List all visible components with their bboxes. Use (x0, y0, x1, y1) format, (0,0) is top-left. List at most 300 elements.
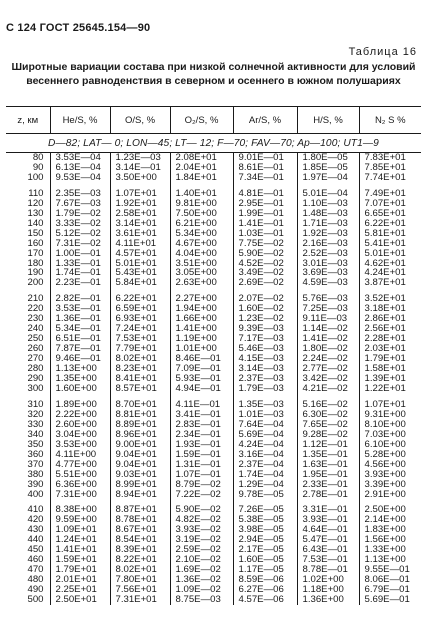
table-number: Таблица 16 (348, 46, 417, 58)
table-row (6, 239, 421, 249)
table-row (6, 394, 421, 410)
cell-n2: 2.03E+01 (359, 344, 421, 354)
table-row (6, 450, 421, 460)
cell-n2: 7.83E+01 (359, 153, 421, 163)
cell-ar: 4.57E—06 (233, 595, 297, 605)
cell-he: 1.36E—01 (50, 314, 110, 324)
cell-o2: 1.19E+00 (170, 334, 233, 344)
cell-h: 2.77E—02 (297, 364, 359, 374)
cell-o: 9.04E+01 (110, 460, 170, 470)
cell-altitude: 350 (27, 439, 44, 450)
cell-n2: 7.49E+01 (359, 183, 421, 199)
cell-n2: 5.81E+01 (359, 229, 421, 239)
cell-o: 8.22E+01 (110, 555, 170, 565)
cell-o2: 3.93E—02 (170, 525, 233, 535)
cell-o2: 3.05E+00 (170, 268, 233, 278)
cell-n2: 8.10E+00 (359, 420, 421, 430)
cell-o2: 4.67E+00 (170, 239, 233, 249)
cell-h: 6.30E—02 (297, 410, 359, 420)
cell-n2: 1.39E+01 (359, 374, 421, 384)
cell-n2: 1.58E+01 (359, 364, 421, 374)
cell-ar: 1.03E—01 (233, 229, 297, 239)
cell-o: 5.01E+01 (110, 259, 170, 269)
cell-o2: 1.07E—01 (170, 470, 233, 480)
cell-ar: 4.24E—04 (233, 440, 297, 450)
cell-altitude: 240 (27, 324, 44, 335)
cell-altitude: 310 (27, 398, 44, 410)
cell-altitude: 80 (32, 152, 44, 163)
cell-ar: 2.69E—02 (233, 278, 297, 288)
table-row (6, 565, 421, 575)
cell-he: 4.77E+00 (50, 460, 110, 470)
cell-o2: 4.11E—01 (170, 394, 233, 410)
cell-h: 1.92E—03 (297, 229, 359, 239)
cell-h: 1.48E—03 (297, 209, 359, 219)
cell-o2: 2.34E—01 (170, 430, 233, 440)
cell-h: 1.36E+00 (297, 595, 359, 605)
cell-n2: 1.56E+00 (359, 535, 421, 545)
cell-altitude: 210 (27, 293, 44, 305)
table-row (6, 199, 421, 209)
cell-h: 2.16E—03 (297, 239, 359, 249)
cell-n2: 9.31E+00 (359, 410, 421, 420)
cell-ar: 7.75E—02 (233, 239, 297, 249)
cell-altitude: 170 (27, 248, 44, 259)
cell-n2: 2.14E+00 (359, 515, 421, 525)
cell-ar: 2.95E—01 (233, 199, 297, 209)
cell-he: 2.60E+00 (50, 420, 110, 430)
cell-o: 8.70E+01 (110, 394, 170, 410)
cell-he: 7.67E—03 (50, 199, 110, 209)
cell-o: 7.79E+01 (110, 344, 170, 354)
cell-n2: 7.03E+00 (359, 430, 421, 440)
column-header-ar: Ar/S, % (233, 107, 297, 134)
table-header-row (6, 107, 421, 134)
cell-ar: 8.59E—06 (233, 575, 297, 585)
cell-altitude: 260 (27, 344, 44, 355)
cell-h: 9.11E—03 (297, 314, 359, 324)
table-row (6, 229, 421, 239)
cell-h: 5.01E—04 (297, 183, 359, 199)
cell-ar: 7.26E—05 (233, 499, 297, 515)
table-row (6, 344, 421, 354)
page-header: С 124 ГОСТ 25645.154—90 (6, 22, 151, 34)
cell-o: 3.14E—01 (110, 163, 170, 173)
cell-ar: 6.27E—06 (233, 585, 297, 595)
cell-o: 8.87E+01 (110, 499, 170, 515)
cell-o2: 5.90E—02 (170, 499, 233, 515)
cell-altitude: 390 (27, 479, 44, 490)
table-row (6, 163, 421, 173)
cell-o2: 1.40E+01 (170, 183, 233, 199)
cell-altitude: 450 (27, 545, 44, 556)
cell-h: 5.76E—03 (297, 288, 359, 304)
cell-ar: 7.64E—04 (233, 420, 297, 430)
cell-altitude: 120 (27, 198, 44, 209)
cell-he: 7.31E—02 (50, 239, 110, 249)
cell-o: 8.02E+01 (110, 354, 170, 364)
cell-altitude: 460 (27, 555, 44, 566)
cell-ar: 9.39E—03 (233, 324, 297, 334)
column-header-o: O/S, % (110, 107, 170, 134)
cell-o2: 2.08E+01 (170, 153, 233, 163)
cell-o2: 5.34E+00 (170, 229, 233, 239)
table-row (6, 575, 421, 585)
cell-altitude: 200 (27, 278, 44, 289)
cell-h: 3.01E—03 (297, 259, 359, 269)
table-caption: Широтные вариации состава при низкой солнечной активности для условий весеннего равноденствия в северном и осеннего в южном полушариях (11, 61, 416, 87)
table-row (6, 470, 421, 480)
table-row (6, 288, 421, 304)
cell-altitude: 430 (27, 525, 44, 536)
cell-ar: 1.29E—04 (233, 480, 297, 490)
cell-n2: 5.01E+01 (359, 249, 421, 259)
table-row (6, 525, 421, 535)
cell-h: 7.53E—01 (297, 555, 359, 565)
cell-he: 1.00E—01 (50, 249, 110, 259)
cell-ar: 7.34E—01 (233, 173, 297, 183)
cell-o: 6.59E+01 (110, 304, 170, 314)
cell-altitude: 290 (27, 374, 44, 384)
cell-o: 8.02E+01 (110, 565, 170, 575)
cell-o2: 2.10E—02 (170, 555, 233, 565)
cell-he: 7.87E—01 (50, 344, 110, 354)
cell-ar: 2.37E—03 (233, 374, 297, 384)
cell-n2: 5.41E+01 (359, 239, 421, 249)
composition-table (6, 106, 421, 605)
cell-altitude: 130 (27, 208, 44, 219)
cell-o: 8.57E+01 (110, 384, 170, 394)
cell-o2: 2.63E+00 (170, 278, 233, 288)
cell-he: 2.50E+01 (50, 595, 110, 605)
cell-o: 3.50E+00 (110, 173, 170, 183)
cell-o2: 5.93E—01 (170, 374, 233, 384)
cell-ar: 2.07E—02 (233, 288, 297, 304)
cell-ar: 7.17E—03 (233, 334, 297, 344)
cell-h: 9.28E—02 (297, 430, 359, 440)
cell-altitude: 280 (27, 364, 44, 375)
table-row (6, 420, 421, 430)
table-body (6, 153, 421, 605)
cell-o2: 6.21E+00 (170, 219, 233, 229)
column-header-altitude: z, км (6, 107, 50, 134)
cell-he: 1.79E—02 (50, 209, 110, 219)
cell-he: 1.24E+01 (50, 535, 110, 545)
cell-h: 5.16E—02 (297, 394, 359, 410)
cell-n2: 3.39E+00 (359, 480, 421, 490)
cell-o: 4.57E+01 (110, 249, 170, 259)
cell-h: 5.47E—01 (297, 535, 359, 545)
cell-o: 8.78E+01 (110, 515, 170, 525)
table-row (6, 480, 421, 490)
cell-ar: 9.78E—05 (233, 490, 297, 500)
cell-h: 1.63E—01 (297, 460, 359, 470)
column-header-o2: O₂/S, % (170, 107, 233, 134)
cell-o2: 1.93E—01 (170, 440, 233, 450)
cell-he: 2.82E—01 (50, 288, 110, 304)
cell-he: 3.33E—02 (50, 219, 110, 229)
cell-o2: 3.19E—02 (170, 535, 233, 545)
cell-h: 1.35E—01 (297, 450, 359, 460)
cell-h: 8.78E—01 (297, 565, 359, 575)
cell-o: 5.84E+01 (110, 278, 170, 288)
cell-altitude: 270 (27, 354, 44, 365)
cell-o: 7.31E+01 (110, 595, 170, 605)
cell-h: 1.71E—03 (297, 219, 359, 229)
cell-h: 3.93E—01 (297, 515, 359, 525)
cell-o: 1.92E+01 (110, 199, 170, 209)
table-row (6, 460, 421, 470)
table-row (6, 249, 421, 259)
cell-o2: 1.69E—02 (170, 565, 233, 575)
table-row (6, 183, 421, 199)
cell-h: 2.33E—01 (297, 480, 359, 490)
cell-altitude: 340 (27, 429, 44, 440)
cell-he: 9.53E—04 (50, 173, 110, 183)
cell-h: 1.85E—05 (297, 163, 359, 173)
cell-ar: 3.14E—03 (233, 364, 297, 374)
cell-he: 5.12E—02 (50, 229, 110, 239)
cell-o: 1.07E+01 (110, 183, 170, 199)
cell-altitude: 480 (27, 575, 44, 586)
cell-n2: 1.33E+00 (359, 545, 421, 555)
cell-h: 3.31E—01 (297, 499, 359, 515)
cell-o: 8.81E+01 (110, 410, 170, 420)
cell-altitude: 380 (27, 469, 44, 480)
table-row (6, 499, 421, 515)
cell-n2: 9.55E—01 (359, 565, 421, 575)
cell-ar: 8.61E—01 (233, 163, 297, 173)
cell-altitude: 370 (27, 459, 44, 470)
cell-he: 2.23E—01 (50, 278, 110, 288)
cell-ar: 9.01E—01 (233, 153, 297, 163)
table-row (6, 555, 421, 565)
cell-h: 2.52E—03 (297, 249, 359, 259)
model-parameters: D—82; LAT— 0; LON—45; LT— 12; F—70; FAV—70; Ap—100; UT1—9 (6, 134, 421, 153)
cell-ar: 1.99E—01 (233, 209, 297, 219)
cell-he: 6.13E—04 (50, 163, 110, 173)
cell-n2: 7.85E+01 (359, 163, 421, 173)
cell-he: 3.04E+00 (50, 430, 110, 440)
cell-o2: 4.04E+00 (170, 249, 233, 259)
cell-ar: 1.60E—05 (233, 555, 297, 565)
cell-h: 1.41E—02 (297, 334, 359, 344)
table-row (6, 364, 421, 374)
cell-altitude: 420 (27, 515, 44, 526)
cell-ar: 5.90E—02 (233, 249, 297, 259)
cell-altitude: 100 (27, 172, 44, 183)
cell-o2: 2.83E—01 (170, 420, 233, 430)
cell-altitude: 360 (27, 449, 44, 460)
cell-n2: 6.22E+01 (359, 219, 421, 229)
cell-altitude: 140 (27, 218, 44, 229)
cell-n2: 1.07E+01 (359, 394, 421, 410)
cell-altitude: 330 (27, 419, 44, 430)
cell-he: 5.34E—01 (50, 324, 110, 334)
cell-he: 1.35E+00 (50, 374, 110, 384)
cell-ar: 1.01E—03 (233, 410, 297, 420)
cell-h: 2.78E—01 (297, 490, 359, 500)
cell-o2: 8.79E—02 (170, 480, 233, 490)
cell-o2: 1.59E—01 (170, 450, 233, 460)
table-row (6, 219, 421, 229)
cell-o2: 3.51E+00 (170, 259, 233, 269)
cell-altitude: 500 (27, 595, 44, 605)
cell-o2: 4.94E—01 (170, 384, 233, 394)
cell-h: 1.80E—02 (297, 344, 359, 354)
cell-o2: 1.01E+00 (170, 344, 233, 354)
cell-ar: 3.49E—02 (233, 268, 297, 278)
cell-o: 7.80E+01 (110, 575, 170, 585)
cell-altitude: 320 (27, 409, 44, 420)
cell-o: 9.00E+01 (110, 440, 170, 450)
cell-o2: 1.31E—01 (170, 460, 233, 470)
cell-n2: 1.79E+01 (359, 354, 421, 364)
cell-h: 1.02E+00 (297, 575, 359, 585)
cell-n2: 6.79E—01 (359, 585, 421, 595)
cell-h: 6.43E—01 (297, 545, 359, 555)
cell-n2: 7.07E+01 (359, 199, 421, 209)
cell-n2: 1.83E+00 (359, 525, 421, 535)
column-header-h: H/S, % (297, 107, 359, 134)
cell-o: 6.93E+01 (110, 314, 170, 324)
cell-o: 9.03E+01 (110, 470, 170, 480)
cell-o: 3.14E+01 (110, 219, 170, 229)
cell-altitude: 400 (27, 489, 44, 500)
cell-n2: 2.56E+01 (359, 324, 421, 334)
cell-ar: 5.46E—03 (233, 344, 297, 354)
cell-altitude: 160 (27, 238, 44, 249)
cell-o: 5.43E+01 (110, 268, 170, 278)
cell-ar: 1.79E—03 (233, 384, 297, 394)
cell-altitude: 250 (27, 334, 44, 345)
cell-altitude: 230 (27, 314, 44, 325)
cell-he: 1.74E—01 (50, 268, 110, 278)
cell-ar: 1.74E—04 (233, 470, 297, 480)
cell-o: 8.96E+01 (110, 430, 170, 440)
cell-o2: 3.41E—01 (170, 410, 233, 420)
cell-ar: 1.17E—05 (233, 565, 297, 575)
cell-h: 7.25E—03 (297, 304, 359, 314)
cell-he: 6.51E—01 (50, 334, 110, 344)
cell-he: 1.09E+01 (50, 525, 110, 535)
cell-n2: 8.06E—01 (359, 575, 421, 585)
params-row (6, 134, 421, 153)
cell-o: 4.11E+01 (110, 239, 170, 249)
cell-o2: 1.94E+00 (170, 304, 233, 314)
cell-he: 1.59E+01 (50, 555, 110, 565)
cell-n2: 5.69E—01 (359, 595, 421, 605)
cell-n2: 4.62E+01 (359, 259, 421, 269)
cell-n2: 2.91E+00 (359, 490, 421, 500)
cell-o2: 7.09E—01 (170, 364, 233, 374)
table-row (6, 545, 421, 555)
cell-ar: 2.94E—05 (233, 535, 297, 545)
cell-h: 1.95E—01 (297, 470, 359, 480)
cell-n2: 3.18E+01 (359, 304, 421, 314)
cell-h: 2.24E—02 (297, 354, 359, 364)
cell-n2: 3.52E+01 (359, 288, 421, 304)
cell-he: 9.59E+00 (50, 515, 110, 525)
cell-ar: 2.17E—05 (233, 545, 297, 555)
cell-altitude: 150 (27, 228, 44, 239)
cell-altitude: 440 (27, 535, 44, 546)
cell-o: 2.58E+01 (110, 209, 170, 219)
cell-o2: 1.09E—02 (170, 585, 233, 595)
cell-o: 7.24E+01 (110, 324, 170, 334)
cell-h: 7.65E—02 (297, 420, 359, 430)
cell-he: 2.01E+01 (50, 575, 110, 585)
cell-h: 1.12E—01 (297, 440, 359, 450)
cell-ar: 3.16E—04 (233, 450, 297, 460)
table-row (6, 209, 421, 219)
cell-n2: 6.65E+01 (359, 209, 421, 219)
cell-o: 7.56E+01 (110, 585, 170, 595)
cell-h: 1.14E—02 (297, 324, 359, 334)
table-row (6, 515, 421, 525)
table-row (6, 334, 421, 344)
cell-n2: 1.13E+00 (359, 555, 421, 565)
cell-o: 9.04E+01 (110, 450, 170, 460)
column-header-he: He/S, % (50, 107, 110, 134)
cell-n2: 4.24E+01 (359, 268, 421, 278)
cell-o2: 8.75E—03 (170, 595, 233, 605)
cell-n2: 4.56E+00 (359, 460, 421, 470)
table-row (6, 374, 421, 384)
cell-h: 1.18E+00 (297, 585, 359, 595)
table-row (6, 410, 421, 420)
cell-o2: 2.27E+00 (170, 288, 233, 304)
cell-ar: 4.81E—01 (233, 183, 297, 199)
cell-o2: 7.50E+00 (170, 209, 233, 219)
cell-ar: 5.69E—04 (233, 430, 297, 440)
cell-he: 3.53E—01 (50, 304, 110, 314)
cell-altitude: 110 (28, 187, 44, 199)
cell-o: 8.89E+01 (110, 420, 170, 430)
cell-ar: 4.52E—02 (233, 259, 297, 269)
cell-ar: 1.35E—03 (233, 394, 297, 410)
table-row (6, 268, 421, 278)
table-row (6, 304, 421, 314)
cell-he: 6.36E+00 (50, 480, 110, 490)
cell-ar: 1.60E—02 (233, 304, 297, 314)
table-row (6, 354, 421, 364)
cell-n2: 2.28E+01 (359, 334, 421, 344)
cell-he: 5.51E+00 (50, 470, 110, 480)
table-row (6, 440, 421, 450)
cell-h: 3.42E—02 (297, 374, 359, 384)
cell-ar: 1.23E—02 (233, 314, 297, 324)
cell-h: 4.59E—03 (297, 278, 359, 288)
table-row (6, 585, 421, 595)
cell-o: 6.22E+01 (110, 288, 170, 304)
cell-h: 1.97E—04 (297, 173, 359, 183)
cell-n2: 3.93E+00 (359, 470, 421, 480)
cell-ar: 2.37E—04 (233, 460, 297, 470)
cell-o2: 7.22E—02 (170, 490, 233, 500)
cell-n2: 7.74E+01 (359, 173, 421, 183)
cell-o: 8.39E+01 (110, 545, 170, 555)
cell-he: 1.41E+01 (50, 545, 110, 555)
cell-he: 4.11E+00 (50, 450, 110, 460)
cell-ar: 1.41E—01 (233, 219, 297, 229)
cell-n2: 1.22E+01 (359, 384, 421, 394)
table-row (6, 173, 421, 183)
cell-altitude: 220 (27, 304, 44, 315)
cell-o2: 1.66E+00 (170, 314, 233, 324)
cell-n2: 6.10E+00 (359, 440, 421, 450)
cell-altitude: 90 (32, 162, 44, 173)
